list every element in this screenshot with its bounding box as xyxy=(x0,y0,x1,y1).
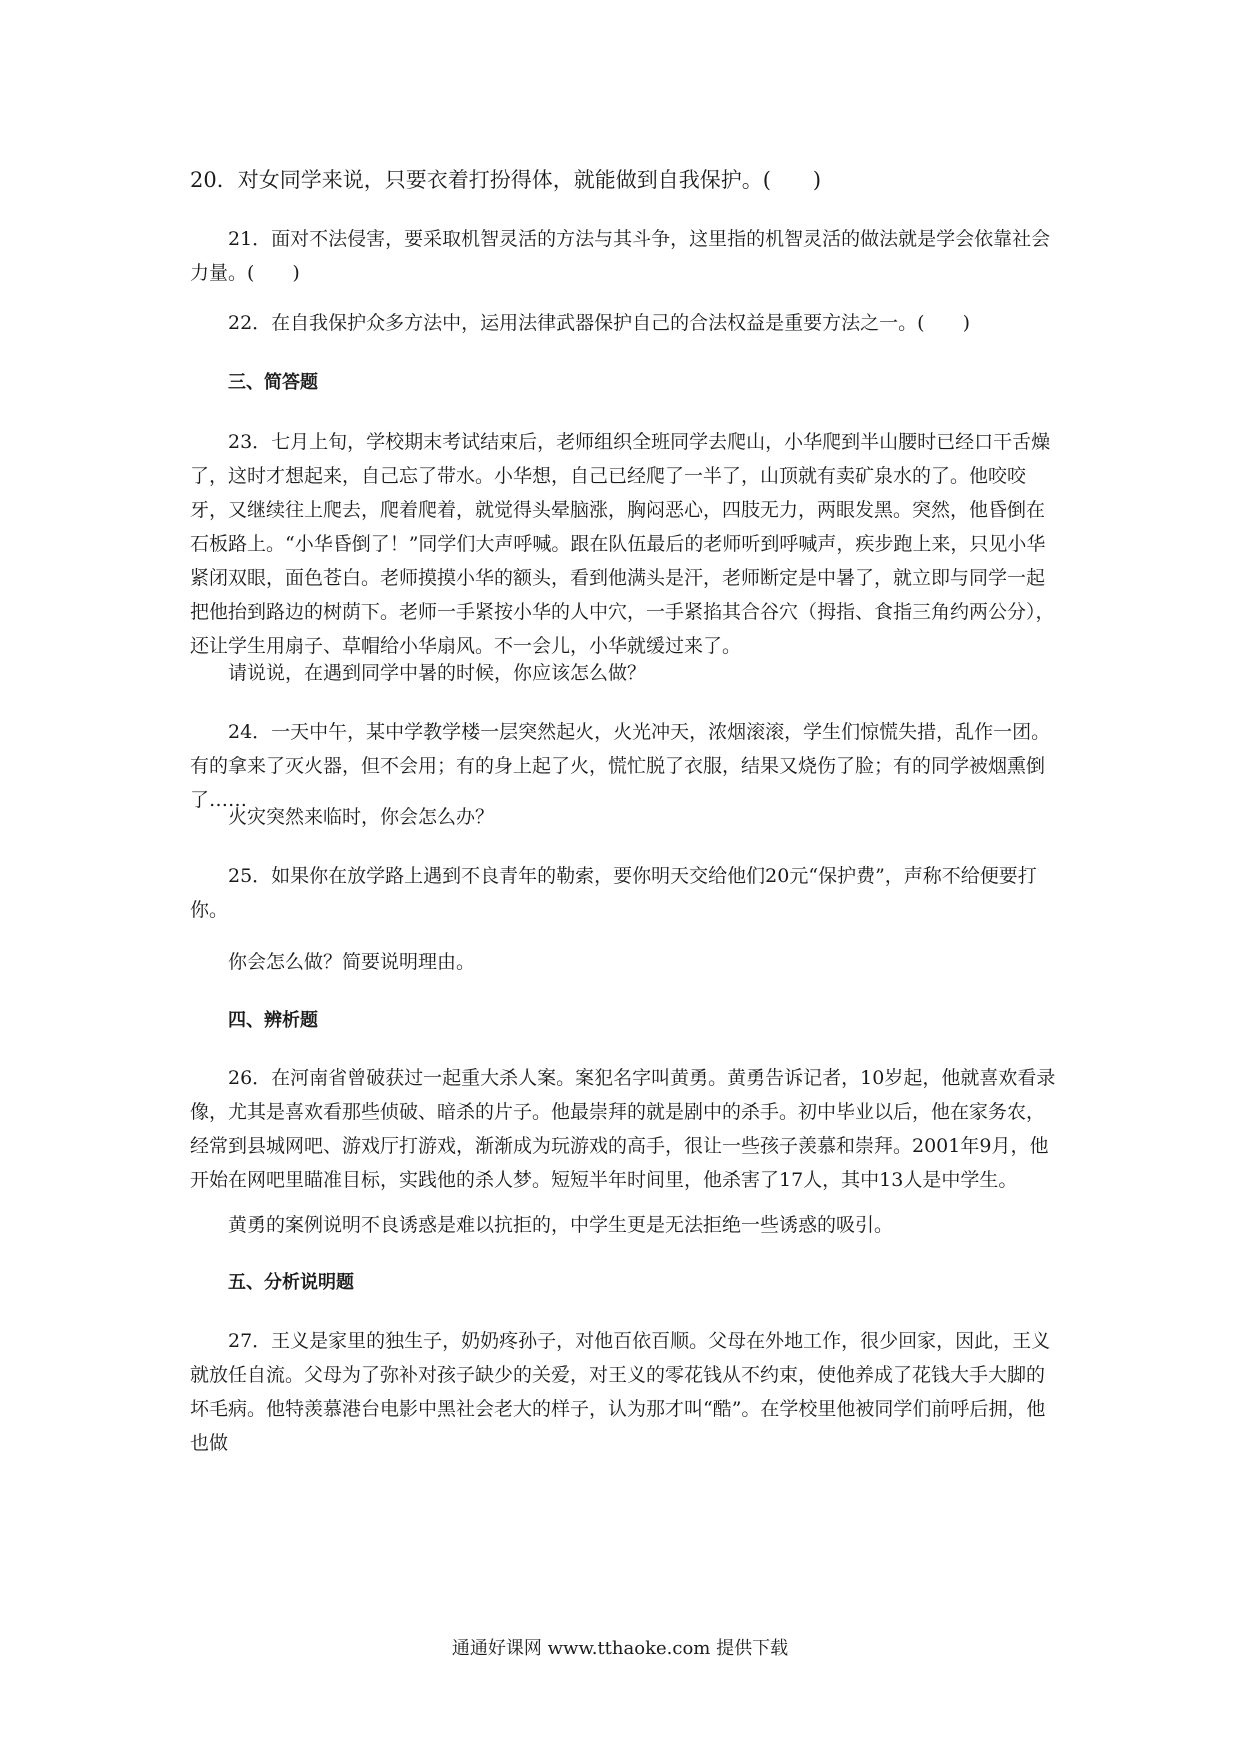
question-22: 22．在自我保护众多方法中，运用法律武器保护自己的合法权益是重要方法之一。( ) xyxy=(228,312,971,334)
question-27: 27．王义是家里的独生子，奶奶疼孙子，对他百依百顺。父母在外地工作，很少回家，因此，王义就放任自流。父母为了弥补对孩子缺少的关爱，对王义的零花钱从不约束，使他养成了花钱大手大脚的坏毛病。他特羡慕港台电影中黑社会老大的样子，认为那才叫“酷”。在学校里他被同学们前呼后拥，他也做 xyxy=(190,1330,1051,1454)
section-heading-analysis: 四、辨析题 xyxy=(228,1010,318,1031)
document-page xyxy=(190,0,1060,1754)
section-heading-short-answer: 三、简答题 xyxy=(228,372,318,393)
question-24-prompt: 火灾突然来临时，你会怎么办？ xyxy=(228,806,495,828)
question-23-prompt: 请说说，在遇到同学中暑的时候，你应该怎么做？ xyxy=(228,662,647,684)
question-21: 21．面对不法侵害，要采取机智灵活的方法与其斗争，这里指的机智灵活的做法就是学会依靠社会力量。( ) xyxy=(190,228,1051,284)
question-26: 26．在河南省曾破获过一起重大杀人案。案犯名字叫黄勇。黄勇告诉记者，10岁起，他就喜欢看录像，尤其是喜欢看那些侦破、暗杀的片子。他最崇拜的就是剧中的杀手。初中毕业以后，他在家务农，经常到县城网吧、游戏厅打游戏，渐渐成为玩游戏的高手，很让一些孩子羡慕和崇拜。2001年9月，他开始在网吧里瞄准目标，实践他的杀人梦。短短半年时间里，他杀害了17人，其中13人是中学生。 xyxy=(190,1067,1056,1191)
section-heading-explanation: 五、分析说明题 xyxy=(228,1272,354,1293)
question-25: 25．如果你在放学路上遇到不良青年的勒索，要你明天交给他们20元“保护费”，声称不给便要打你。 xyxy=(190,865,1037,921)
question-20: 20．对女同学来说，只要衣着打扮得体，就能做到自我保护。( ) xyxy=(190,168,822,192)
page-footer: 通通好课网 www.tthaoke.com 提供下载 xyxy=(451,1638,789,1659)
question-25-prompt: 你会怎么做？简要说明理由。 xyxy=(228,951,476,973)
question-24: 24．一天中午，某中学教学楼一层突然起火，火光冲天，浓烟滚滚，学生们惊慌失措，乱作一团。有的拿来了灭火器，但不会用；有的身上起了火，慌忙脱了衣服，结果又烧伤了脸；有的同学被烟熏倒了…… xyxy=(190,721,1051,811)
question-23: 23．七月上旬，学校期末考试结束后，老师组织全班同学去爬山，小华爬到半山腰时已经口干舌燥了，这时才想起来，自己忘了带水。小华想，自己已经爬了一半了，山顶就有卖矿泉水的了。他咬咬牙，又继续往上爬去，爬着爬着，就觉得头晕脑涨，胸闷恶心，四肢无力，两眼发黑。突然，他昏倒在石板路上。“小华昏倒了！”同学们大声呼喊。跟在队伍最后的老师听到呼喊声，疾步跑上来，只见小华紧闭双眼，面色苍白。老师摸摸小华的额头，看到他满头是汗，老师断定是中暑了，就立即与同学一起把他抬到路边的树荫下。老师一手紧按小华的人中穴，一手紧掐其合谷穴（拇指、食指三角约两公分），还让学生用扇子、草帽给小华扇风。不一会儿，小华就缓过来了。 xyxy=(190,431,1055,657)
question-26-prompt: 黄勇的案例说明不良诱惑是难以抗拒的，中学生更是无法拒绝一些诱惑的吸引。 xyxy=(228,1214,894,1236)
